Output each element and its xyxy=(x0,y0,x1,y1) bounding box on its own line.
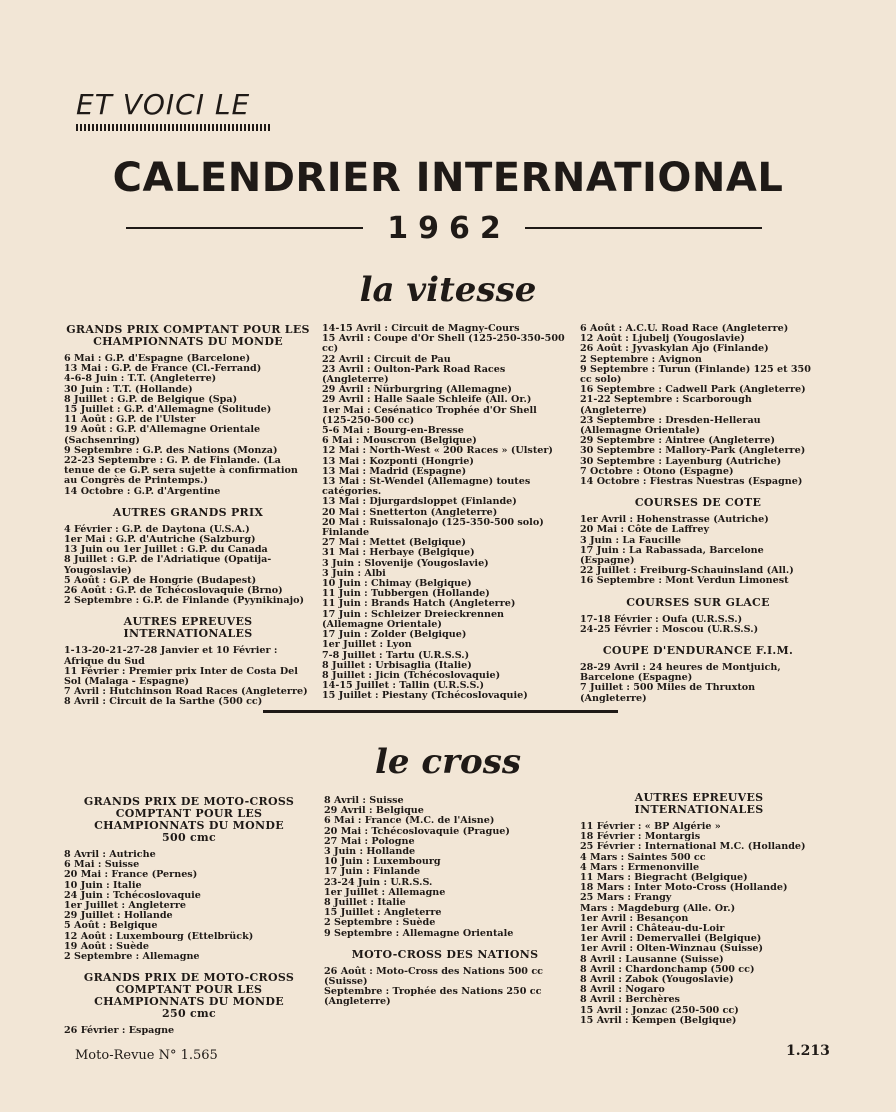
list-item: 14 Octobre : Fiestras Nuestras (Espagne) xyxy=(580,476,803,488)
list-item: 29 Juillet : Hollande xyxy=(64,910,173,922)
list-item: 31 Mai : Herbaye (Belgique) xyxy=(322,547,475,559)
list-item: 15 Avril : Jonzac (250-500 cc) xyxy=(580,1004,739,1016)
section-subheading: 500 cmc xyxy=(162,831,216,844)
footer-page-number: 1.213 xyxy=(786,1043,830,1059)
list-item: 20 Mai : France (Pernes) xyxy=(64,869,198,881)
list-item: 20 Mai : Côte de Laffrey xyxy=(580,524,710,536)
list-item: 13 Mai : G.P. de France (Cl.-Ferrand) xyxy=(64,363,262,375)
section-heading: AUTRES EPREUVES INTERNATIONALES xyxy=(123,615,253,641)
list-item: 18 Février : Montargis xyxy=(580,831,701,843)
list-item: 12 Août : Luxembourg (Ettelbrück) xyxy=(64,930,254,942)
list-item: 1er Avril : Hohenstrasse (Autriche) xyxy=(580,514,769,526)
year-rule-right xyxy=(525,227,762,229)
list-item: 1er Juillet : Lyon xyxy=(322,639,412,651)
list-item: 11 Février : « BP Algérie » xyxy=(580,821,721,832)
list-item: 27 Mai : Pologne xyxy=(324,835,415,847)
list-item: 29 Avril : Halle Saale Schleife (All. Or.) xyxy=(322,394,532,406)
list-item: 13 Mai : Madrid (Espagne) xyxy=(322,465,467,477)
list-item: 9 Septembre : Turun (Finlande) 125 et 350 cc solo) xyxy=(580,363,811,386)
list-item: 1er Juillet : Allemagne xyxy=(324,886,446,898)
vitesse-column-2 xyxy=(322,324,568,702)
list-item: 3 Juin : Hollande xyxy=(324,846,416,858)
section-heading: COUPE D'ENDURANCE F.I.M. xyxy=(602,644,794,658)
list-item: 3 Juin : Albi xyxy=(322,567,386,579)
list-item: 2 Septembre : Allemagne xyxy=(64,951,200,963)
list-item: 4 Mars : Ermenonville xyxy=(580,861,700,873)
list-item: 23-24 Juin : U.R.S.S. xyxy=(324,876,433,888)
section-heading: AUTRES GRANDS PRIX xyxy=(112,505,264,519)
list-nations xyxy=(324,967,566,1008)
list-item: Mars : Magdeburg (Alle. Or.) xyxy=(580,902,736,914)
list-item: 1er Mai : G.P. d'Autriche (Salzburg) xyxy=(64,534,256,546)
list-item: 6 Mai : France (M.C. de l'Aisne) xyxy=(324,815,495,827)
list-item: 20 Mai : Tchécoslovaquie (Prague) xyxy=(324,825,510,837)
list-item: 12 Mai : North-West « 200 Races » (Ulster) xyxy=(322,445,553,457)
list-item: 14 Octobre : G.P. d'Argentine xyxy=(64,485,221,497)
list-item: 6 Mai : Suisse xyxy=(64,859,140,871)
list-item: 15 Avril : Coupe d'Or Shell (125-250-350-500 cc) xyxy=(322,333,565,355)
list-item: 25 Mars : Frangy xyxy=(580,892,672,904)
list-item: 8 Juillet : G.P. de Belgique (Spa) xyxy=(64,393,238,405)
list-item: 6 Août : A.C.U. Road Race (Angleterre) xyxy=(580,323,789,334)
list-vitesse-2 xyxy=(322,324,568,702)
list-item: 1er Avril : Demervallei (Belgique) xyxy=(580,933,762,945)
vitesse-column-1 xyxy=(64,324,312,708)
year: 1962 xyxy=(387,210,511,246)
list-item: 8 Juillet : G.P. de l'Adriatique (Opatija-Yougoslavie) xyxy=(64,554,272,576)
list-item: 4-6-8 Juin : T.T. (Angleterre) xyxy=(64,373,217,385)
list-item: 1er Avril : Château-du-Loir xyxy=(580,923,725,935)
list-cross-500 xyxy=(64,850,314,962)
list-item: 15 Juillet : Angleterre xyxy=(324,907,442,919)
list-item: 22 Avril : Circuit de Pau xyxy=(322,353,451,365)
list-item: 2 Septembre : Avignon xyxy=(580,353,702,365)
list-item: 11 Mars : Biegracht (Belgique) xyxy=(580,872,748,884)
section-divider xyxy=(263,710,618,713)
list-item: 27 Mai : Mettet (Belgique) xyxy=(322,537,466,549)
section-heading: COURSES DE COTE xyxy=(634,496,762,510)
section-heading: GRANDS PRIX DE MOTO-CROSS COMPTANT POUR LES CHAMPIONNATS DU MONDE xyxy=(83,971,295,1009)
list-item: 3 Juin : Slovenije (Yougoslavie) xyxy=(322,557,489,569)
list-item: 29 Septembre : Aintree (Angleterre) xyxy=(580,435,776,447)
list-item: 7 Octobre : Otono (Espagne) xyxy=(580,465,734,477)
list-item: 8 Avril : Zabok (Yougoslavie) xyxy=(580,974,734,986)
year-row xyxy=(126,208,762,248)
section-heading: GRANDS PRIX COMPTANT POUR LES CHAMPIONNATS DU MONDE xyxy=(66,323,310,348)
list-item: 28-29 Avril : 24 heures de Montjuich, Barcelone (Espagne) xyxy=(580,662,781,684)
list-s1 xyxy=(64,354,312,497)
footer-issue: Moto-Revue N° 1.565 xyxy=(75,1048,218,1063)
cross-column-1 xyxy=(64,796,314,1036)
page-title: CALENDRIER INTERNATIONAL xyxy=(112,155,784,201)
list-item: 16 Septembre : Cadwell Park (Angleterre) xyxy=(580,384,806,396)
list-item: 1-13-20-21-27-28 Janvier et 10 Février : Afrique du Sud xyxy=(64,645,278,667)
list-item: 26 Août : Jyvaskylan Ajo (Finlande) xyxy=(580,343,769,355)
list-item: 14-15 Juillet : Tallin (U.R.S.S.) xyxy=(322,680,484,692)
section-heading: MOTO-CROSS DES NATIONS xyxy=(351,947,539,961)
list-item: 1er Mai : Cesénatico Trophée d'Or Shell (125-250-500 cc) xyxy=(322,404,537,426)
list-item: 15 Avril : Kempen (Belgique) xyxy=(580,1014,737,1026)
list-item: 14-15 Avril : Circuit de Magny-Cours xyxy=(322,323,520,334)
list-item: 26 Août : Moto-Cross des Nations 500 cc (Suisse) xyxy=(324,965,544,988)
list-item: 10 Juin : Luxembourg xyxy=(324,856,441,868)
list-item: 20 Mai : Snetterton (Angleterre) xyxy=(322,506,498,518)
list-item: 3 Juin : La Faucille xyxy=(580,534,682,546)
list-s3 xyxy=(64,646,312,707)
list-item: 8 Juillet : Urbisaglia (Italie) xyxy=(322,659,472,671)
list-item: 6 Mai : Mouscron (Belgique) xyxy=(322,435,477,447)
list-item: 5 Août : Belgique xyxy=(64,920,158,932)
list-item: Septembre : Trophée des Nations 250 cc (Angleterre) xyxy=(324,986,542,1008)
list-item: 13 Mai : Kozponti (Hongrie) xyxy=(322,455,474,467)
list-vitesse-3 xyxy=(580,324,816,487)
list-item: 18 Mars : Inter Moto-Cross (Hollande) xyxy=(580,882,788,894)
list-s2 xyxy=(64,525,312,607)
list-item: 15 Juillet : Piestany (Tchécoslovaquie) xyxy=(322,690,528,702)
list-item: 17 Juin : Zolder (Belgique) xyxy=(322,629,467,641)
section-heading: AUTRES EPREUVES INTERNATIONALES xyxy=(634,791,764,816)
list-item: 30 Septembre : Layenburg (Autriche) xyxy=(580,455,782,467)
list-item: 8 Avril : Circuit de la Sarthe (500 cc) xyxy=(64,696,263,708)
list-item: 5 Août : G.P. de Hongrie (Budapest) xyxy=(64,574,257,586)
section-heading: COURSES SUR GLACE xyxy=(626,595,770,609)
list-item: 13 Juin ou 1er Juillet : G.P. du Canada xyxy=(64,544,268,556)
cross-column-3 xyxy=(580,792,818,1026)
list-item: 8 Juillet : Italie xyxy=(324,897,406,909)
list-item: 29 Avril : Nürburgring (Allemagne) xyxy=(322,384,512,396)
list-item: 26 Février : Espagne xyxy=(64,1025,175,1037)
list-item: 8 Juillet : Jicin (Tchécoslovaquie) xyxy=(322,669,501,681)
list-item: 17-18 Février : Oufa (U.R.S.S.) xyxy=(580,613,743,625)
list-item: 30 Septembre : Mallory-Park (Angleterre) xyxy=(580,445,806,457)
list-item: 25 Février : International M.C. (Hollande) xyxy=(580,841,806,853)
list-item: 6 Mai : G.P. d'Espagne (Barcelone) xyxy=(64,353,251,364)
list-item: 4 Février : G.P. de Daytona (U.S.A.) xyxy=(64,523,250,535)
list-item: 1er Avril : Besançon xyxy=(580,912,689,924)
list-item: 19 Août : Suède xyxy=(64,940,149,952)
list-item: 19 Août : G.P. d'Allemagne Orientale (Sachsenring) xyxy=(64,424,261,446)
list-item: 4 Mars : Saintes 500 cc xyxy=(580,851,706,863)
list-cross-250 xyxy=(64,1026,314,1036)
intro-text: ET VOICI LE xyxy=(76,88,251,121)
list-item: 8 Avril : Autriche xyxy=(64,849,156,860)
list-item: 11 Juin : Tubbergen (Hollande) xyxy=(322,588,490,600)
list-item: 29 Avril : Belgique xyxy=(324,805,424,817)
list-item: 7-8 Juillet : Tartu (U.R.S.S.) xyxy=(322,649,470,661)
section-subheading: 250 cmc xyxy=(162,1007,216,1021)
list-item: 1er Juillet : Angleterre xyxy=(64,900,187,912)
list-item: 17 Juin : Schleizer Dreieckrennen (Allemagne Orientale) xyxy=(322,608,505,630)
section-title-vitesse: la vitesse xyxy=(359,270,537,310)
list-item: 22-23 Septembre : G. P. de Finlande. (La tenue de ce G.P. sera sujette à confirmation au Congrès de Printemps.) xyxy=(64,455,298,487)
list-item: 15 Juillet : G.P. d'Allemagne (Solitude) xyxy=(64,404,272,416)
list-item: 10 Juin : Italie xyxy=(64,879,142,891)
list-item: 30 Juin : T.T. (Hollande) xyxy=(64,383,193,395)
list-item: 24-25 Février : Moscou (U.R.S.S.) xyxy=(580,623,759,635)
list-glace xyxy=(580,615,816,635)
list-cross-3 xyxy=(580,822,818,1026)
list-item: 8 Avril : Berchères xyxy=(580,994,680,1006)
list-item: 8 Avril : Suisse xyxy=(324,795,404,806)
list-item: 13 Mai : St-Wendel (Allemagne) toutes catégories. xyxy=(322,476,531,498)
list-item: 5-6 Mai : Bourg-en-Bresse xyxy=(322,425,464,437)
list-item: 9 Septembre : Allemagne Orientale xyxy=(324,927,514,939)
list-item: 2 Septembre : G.P. de Finlande (Pyynikinajo) xyxy=(64,595,305,607)
list-item: 13 Mai : Djurgardsloppet (Finlande) xyxy=(322,496,517,508)
list-item: 11 Août : G.P. de l'Ulster xyxy=(64,414,196,426)
list-item: 7 Juillet : 500 Miles de Thruxton (Angleterre) xyxy=(580,682,756,704)
list-item: 1er Avril : Olten-Winznau (Suisse) xyxy=(580,943,764,955)
list-cote xyxy=(580,515,816,586)
list-item: 22 Juillet : Freiburg-Schauinsland (All.) xyxy=(580,565,794,577)
list-item: 9 Septembre : G.P. des Nations (Monza) xyxy=(64,444,278,456)
list-item: 16 Septembre : Mont Verdun Limonest xyxy=(580,575,789,587)
vitesse-column-3 xyxy=(580,324,816,704)
list-item: 8 Avril : Chardonchamp (500 cc) xyxy=(580,963,755,975)
list-item: 26 Août : G.P. de Tchécoslovaquie (Brno) xyxy=(64,585,283,597)
section-heading: GRANDS PRIX DE MOTO-CROSS COMPTANT POUR LES CHAMPIONNATS DU MONDE xyxy=(83,795,295,832)
list-item: 12 Août : Ljubelj (Yougoslavie) xyxy=(580,333,745,345)
list-cross-2 xyxy=(324,796,566,939)
intro-underline xyxy=(76,124,272,131)
list-item: 8 Avril : Nogaro xyxy=(580,984,665,996)
cross-column-2 xyxy=(324,796,566,1008)
list-item: 17 Juin : Finlande xyxy=(324,866,421,878)
list-item: 10 Juin : Chimay (Belgique) xyxy=(322,578,472,590)
year-rule-left xyxy=(126,227,363,229)
list-item: 17 Juin : La Rabassada, Barcelone (Espagne) xyxy=(580,544,764,567)
list-item: 21-22 Septembre : Scarborough (Angleterre) xyxy=(580,394,752,416)
list-item: 23 Avril : Oulton-Park Road Races (Angleterre) xyxy=(322,363,506,386)
list-item: 11 Juin : Brands Hatch (Angleterre) xyxy=(322,598,516,610)
list-item: 2 Septembre : Suède xyxy=(324,917,436,929)
list-item: 24 Juin : Tchécoslovaquie xyxy=(64,889,201,901)
list-item: 23 Septembre : Dresden-Hellerau (Allemagne Orientale) xyxy=(580,414,761,437)
list-item: 11 Février : Premier prix Inter de Costa Del Sol (Malaga - Espagne) xyxy=(64,665,298,688)
list-item: 8 Avril : Lausanne (Suisse) xyxy=(580,953,724,965)
section-title-cross: le cross xyxy=(375,742,521,782)
list-item: 20 Mai : Ruissalonajo (125-350-500 solo) Finlande xyxy=(322,516,544,539)
list-item: 7 Avril : Hutchinson Road Races (Angleterre) xyxy=(64,686,308,698)
list-fim xyxy=(580,663,816,704)
